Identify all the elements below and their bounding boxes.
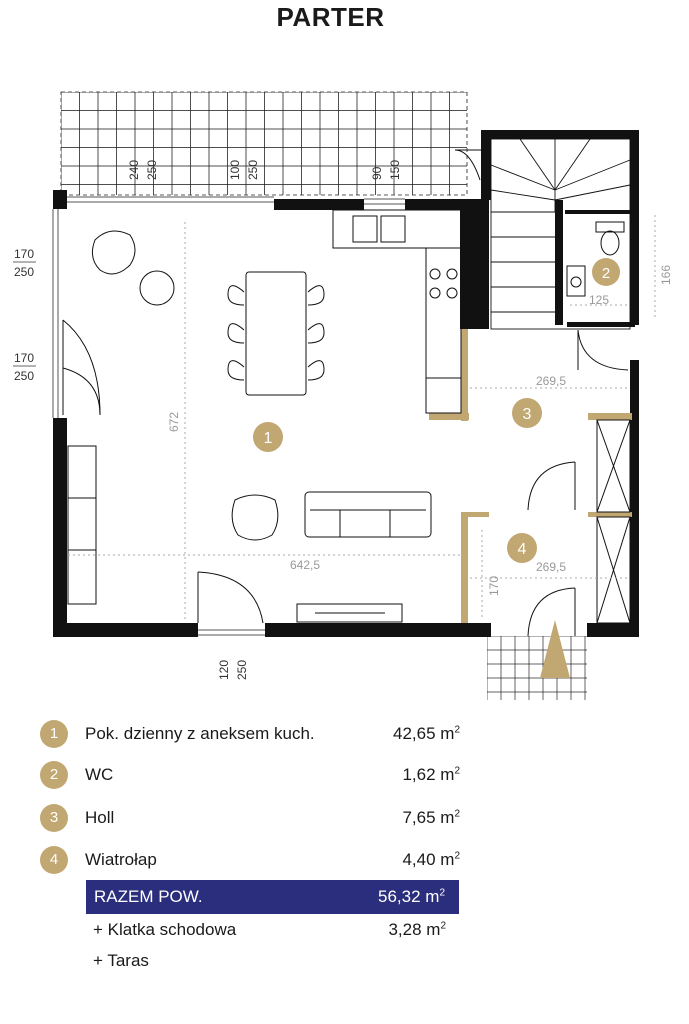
legend-row-1 xyxy=(40,720,460,748)
dim-window-left-2-b: 250 xyxy=(14,369,35,383)
windows xyxy=(53,197,405,635)
dim-vest-height: 170 xyxy=(487,575,501,596)
legend-room-area: 4,40 $m^2$ xyxy=(402,850,460,869)
legend-room-area: 42,65 $m^2$ xyxy=(393,724,460,743)
dim-room1-width: 642,5 xyxy=(290,558,321,572)
legend-room-area: 1,62 $m^2$ xyxy=(402,765,460,784)
legend-row-2 xyxy=(40,761,460,789)
legend-badge: 2 xyxy=(40,761,68,789)
legend-badge: 1 xyxy=(40,720,68,748)
svg-text:3: 3 xyxy=(522,406,532,423)
page-title: PARTER xyxy=(276,2,385,32)
dim-vest-width: 269,5 xyxy=(536,560,567,574)
extra-terrace-label: + Taras xyxy=(93,951,149,970)
kitchen xyxy=(333,210,461,413)
wardrobes xyxy=(597,420,630,623)
dim-window-left-1-a: 170 xyxy=(14,247,35,261)
dim-room1-height: 672 xyxy=(167,411,181,432)
svg-text:2: 2 xyxy=(601,265,611,282)
dim-window-top-right-a: 90 xyxy=(370,166,384,180)
dim-hall-width: 269,5 xyxy=(536,374,567,388)
legend-row-3 xyxy=(40,804,460,832)
terrace xyxy=(61,92,467,195)
dim-door-bottom-b: 250 xyxy=(235,659,249,680)
svg-text:1: 1 xyxy=(263,430,273,447)
legend-room-name: Pok. dzienny z aneksem kuch. xyxy=(85,724,315,743)
extra-staircase-label: + Klatka schodowa xyxy=(93,920,237,939)
dim-window-left-1-b: 250 xyxy=(14,265,35,279)
dim-window-top-left-b: 250 xyxy=(145,159,159,180)
entrance-steps xyxy=(487,636,587,700)
dim-window-top-mid-b: 250 xyxy=(246,159,260,180)
room-badge-1 xyxy=(253,422,283,452)
dim-wc-height: 166 xyxy=(659,264,673,285)
legend-room-area: 7,65 $m^2$ xyxy=(402,808,460,827)
furniture xyxy=(68,231,431,622)
dim-wc-width: 125 xyxy=(589,293,610,307)
extra-staircase-area: 3,28 $m^2$ xyxy=(388,920,446,939)
legend-badge: 4 xyxy=(40,846,68,874)
dim-window-left-2-a: 170 xyxy=(14,351,35,365)
room-badge-3 xyxy=(512,398,542,428)
legend-row-4 xyxy=(40,846,460,874)
room-badge-4 xyxy=(507,533,537,563)
dim-window-top-right-b: 150 xyxy=(388,159,402,180)
total-label: RAZEM POW. xyxy=(94,887,203,906)
legend-room-name: Holl xyxy=(85,808,115,827)
dim-window-top-left-a: 240 xyxy=(127,159,141,180)
total-area: 56,32 $m^2$ xyxy=(378,887,445,906)
svg-text:4: 4 xyxy=(517,541,527,558)
dim-window-top-mid-a: 100 xyxy=(228,159,242,180)
legend-room-name: WC xyxy=(85,765,114,784)
wc-fixtures xyxy=(567,222,624,296)
room-badge-2 xyxy=(592,258,620,286)
legend-room-name: Wiatrołap xyxy=(85,850,157,869)
total-area-bar xyxy=(86,880,459,914)
legend-badge: 3 xyxy=(40,804,68,832)
gold-wall-accents xyxy=(429,329,632,623)
dim-door-bottom-a: 120 xyxy=(217,659,231,680)
